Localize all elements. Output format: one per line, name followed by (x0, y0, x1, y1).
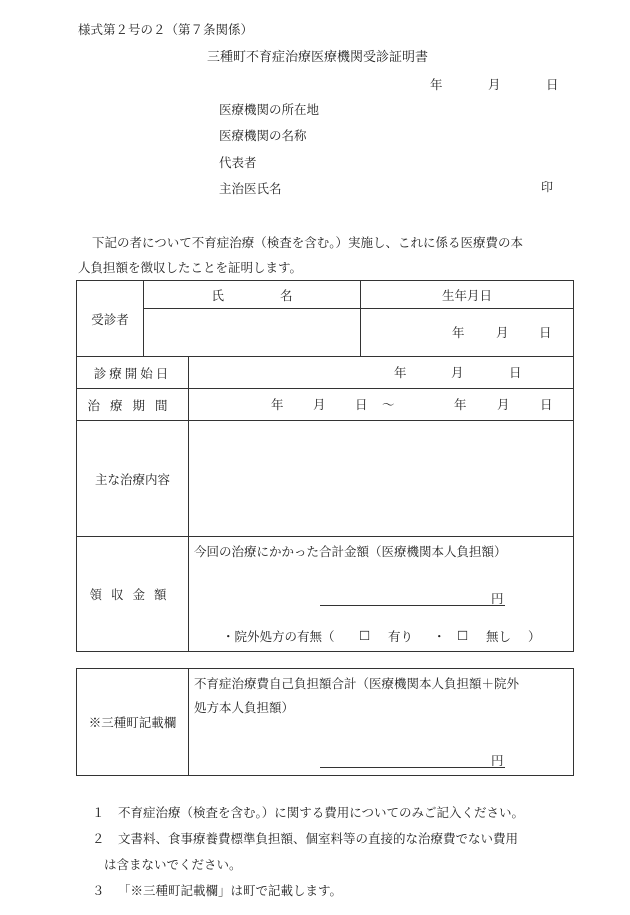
period-label-cell (77, 389, 189, 421)
date-day-label: 日 (546, 77, 559, 92)
certificate-table (76, 280, 574, 652)
note-text-continued: は含まないでください。 (104, 857, 242, 872)
period-from-year-label: 年 (271, 397, 284, 412)
town-yen-label: 円 (491, 753, 504, 768)
intro-line-2: 人負担額を徴収したことを証明します。 (78, 260, 303, 275)
doctor-name-label: 主治医氏名 (219, 181, 282, 196)
start-date-field[interactable] (189, 357, 574, 389)
note-text: 不育症治療（検査を含む。）に関する費用についてのみご記入ください。 (118, 805, 525, 820)
town-desc-line-2: 処方本人負担額） (194, 700, 295, 715)
period-field[interactable] (189, 389, 574, 421)
note-number: ２ (92, 831, 105, 846)
note-text: 「※三種町記載欄」は町で記載します。 (118, 883, 343, 898)
period-separator: ～ (382, 397, 395, 412)
period-label: 治療期間 (87, 397, 178, 413)
date-month-label: 月 (488, 77, 501, 92)
date-year-label: 年 (430, 77, 443, 92)
period-to-year-label: 年 (454, 397, 467, 412)
town-amount-field (189, 669, 574, 776)
town-amount-input-line[interactable] (320, 767, 505, 768)
dob-header-cell (361, 281, 574, 309)
start-day-label: 日 (509, 365, 522, 380)
patient-dob-field[interactable] (361, 309, 574, 357)
treatment-content-field[interactable] (189, 421, 574, 537)
name-header-a: 氏 (211, 287, 225, 303)
document-title: 三種町不育症治療医療機関受診証明書 (207, 50, 429, 65)
intro-line-1: 下記の者について不育症治療（検査を含む。）実施し、これに係る医療費の本 (92, 235, 524, 250)
content-label-cell (77, 421, 189, 537)
amount-field (189, 537, 574, 652)
note-number: １ (92, 805, 105, 820)
dob-header: 生年月日 (441, 287, 492, 303)
amount-description: 今回の治療にかかった合計金額（医療機関本人負担額） (194, 544, 507, 559)
prescription-dot: ・ (433, 629, 446, 644)
prescription-yes-label: 有り (388, 629, 414, 644)
town-desc-line-1: 不育症治療費自己負担額合計（医療機関本人負担額＋院外 (194, 676, 520, 691)
period-to-month-label: 月 (497, 397, 510, 412)
note-number: ３ (92, 883, 105, 898)
period-to-day-label: 日 (540, 397, 553, 412)
seal-mark: 印 (541, 180, 554, 194)
start-date-label-cell (77, 357, 189, 389)
note-text: 文書料、食事療養費標準負担額、個室料等の直接的な治療費でない費用 (118, 831, 519, 846)
town-use-label: ※三種町記載欄 (88, 715, 177, 730)
amount-label: 領収金額 (89, 587, 176, 602)
start-month-label: 月 (451, 365, 464, 380)
prescription-no-label: 無し (486, 629, 512, 644)
town-label-cell (77, 669, 189, 776)
start-date-label: 診療開始日 (93, 365, 172, 381)
prescription-prefix: ・院外処方の有無（ (222, 629, 335, 644)
checkbox-yes-icon[interactable]: ☐ (359, 628, 371, 643)
checkbox-no-icon[interactable]: ☐ (457, 628, 469, 643)
period-from-day-label: 日 (355, 397, 368, 412)
dob-year-label: 年 (452, 325, 465, 340)
form-number: 様式第２号の２（第７条関係） (78, 22, 254, 37)
town-use-table (76, 668, 574, 776)
representative-label: 代表者 (219, 155, 257, 170)
patient-label: 受診者 (91, 311, 129, 327)
prescription-paren-close: ） (528, 629, 541, 644)
amount-yen-label: 円 (491, 591, 504, 606)
amount-label-cell (77, 537, 189, 652)
period-from-month-label: 月 (313, 397, 326, 412)
name-header-cell (144, 281, 361, 309)
dob-month-label: 月 (496, 325, 509, 340)
patient-label-cell (77, 281, 144, 357)
dob-day-label: 日 (539, 325, 552, 340)
start-year-label: 年 (394, 365, 407, 380)
amount-input-line[interactable] (320, 605, 505, 606)
institution-address-label: 医療機関の所在地 (219, 102, 320, 117)
content-label: 主な治療内容 (94, 471, 170, 487)
institution-name-label: 医療機関の名称 (219, 128, 307, 143)
patient-name-field[interactable] (144, 309, 361, 357)
name-header-b: 名 (279, 287, 293, 303)
